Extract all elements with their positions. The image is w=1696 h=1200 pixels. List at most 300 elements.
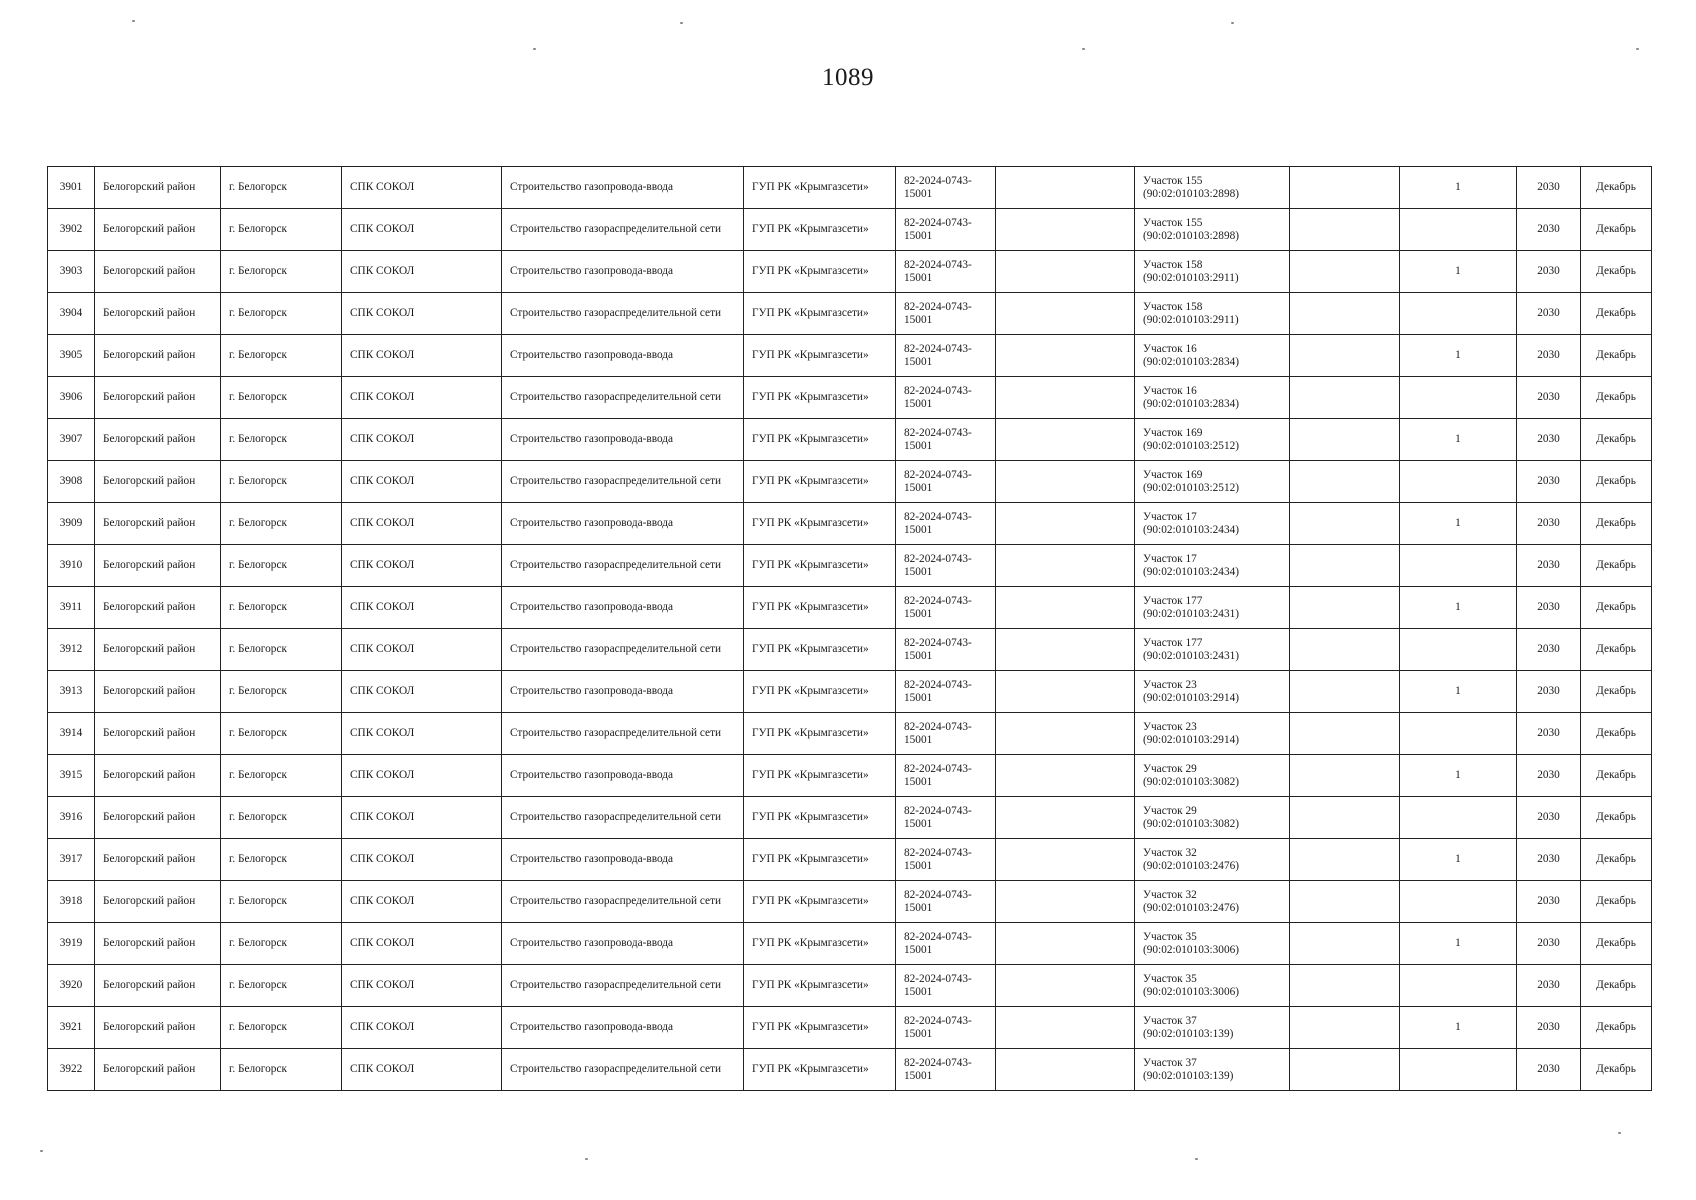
cadastral-number: (90:02:010103:2431) — [1143, 607, 1240, 620]
cell-district: Белогорский район — [95, 545, 221, 587]
cell-district: Белогорский район — [95, 671, 221, 713]
cell-city: г. Белогорск — [221, 755, 342, 797]
table-row — [48, 629, 1652, 671]
plot-label: Участок 17 — [1143, 552, 1197, 565]
cell-row-number: 3915 — [48, 755, 95, 797]
cell-empty — [1290, 965, 1400, 1007]
cadastral-number: (90:02:010103:2914) — [1143, 733, 1240, 746]
cell-empty — [1290, 167, 1400, 209]
cell-program-code: 82-2024-0743-15001 — [896, 713, 996, 755]
cell-work-type: Строительство газораспределительной сети — [502, 293, 744, 335]
cell-city: г. Белогорск — [221, 251, 342, 293]
cell-district: Белогорский район — [95, 881, 221, 923]
cell-organization: СПК СОКОЛ — [342, 839, 502, 881]
cell-work-type: Строительство газораспределительной сети — [502, 545, 744, 587]
cell-executor: ГУП РК «Крымгазсети» — [744, 503, 896, 545]
cell-district: Белогорский район — [95, 1007, 221, 1049]
cell-work-type: Строительство газопровода-ввода — [502, 503, 744, 545]
table-row — [48, 965, 1652, 1007]
cell-district: Белогорский район — [95, 755, 221, 797]
cell-city: г. Белогорск — [221, 377, 342, 419]
cell-year: 2030 — [1517, 335, 1581, 377]
cadastral-number: (90:02:010103:2898) — [1143, 187, 1240, 200]
cell-organization: СПК СОКОЛ — [342, 1049, 502, 1091]
table-row — [48, 839, 1652, 881]
cell-program-code: 82-2024-0743-15001 — [896, 335, 996, 377]
cell-district: Белогорский район — [95, 713, 221, 755]
cell-organization: СПК СОКОЛ — [342, 503, 502, 545]
cell-quantity — [1400, 881, 1517, 923]
table-row — [48, 923, 1652, 965]
cell-organization: СПК СОКОЛ — [342, 755, 502, 797]
cadastral-number: (90:02:010103:139) — [1143, 1027, 1234, 1040]
cell-work-type: Строительство газопровода-ввода — [502, 671, 744, 713]
cell-empty — [996, 1049, 1135, 1091]
cell-empty — [996, 377, 1135, 419]
cell-work-type: Строительство газопровода-ввода — [502, 167, 744, 209]
cell-empty — [1290, 839, 1400, 881]
cell-year: 2030 — [1517, 251, 1581, 293]
cell-plot — [1135, 503, 1290, 545]
scan-speck — [585, 1158, 588, 1160]
scan-speck — [1618, 1132, 1621, 1134]
cell-month: Декабрь — [1581, 713, 1652, 755]
cell-plot — [1135, 1007, 1290, 1049]
cell-empty — [996, 251, 1135, 293]
cell-plot — [1135, 1049, 1290, 1091]
cadastral-number: (90:02:010103:2476) — [1143, 901, 1240, 914]
cell-month: Декабрь — [1581, 461, 1652, 503]
cell-city: г. Белогорск — [221, 587, 342, 629]
plot-label: Участок 158 — [1143, 258, 1203, 271]
cadastral-number: (90:02:010103:2914) — [1143, 691, 1240, 704]
cell-plot — [1135, 293, 1290, 335]
cell-row-number: 3914 — [48, 713, 95, 755]
cell-empty — [996, 965, 1135, 1007]
cell-program-code: 82-2024-0743-15001 — [896, 671, 996, 713]
cell-plot — [1135, 797, 1290, 839]
cell-month: Декабрь — [1581, 839, 1652, 881]
cell-empty — [1290, 251, 1400, 293]
cell-plot — [1135, 419, 1290, 461]
cell-program-code: 82-2024-0743-15001 — [896, 923, 996, 965]
cell-empty — [1290, 587, 1400, 629]
cadastral-number: (90:02:010103:2434) — [1143, 523, 1240, 536]
cadastral-number: (90:02:010103:2512) — [1143, 481, 1240, 494]
cell-program-code: 82-2024-0743-15001 — [896, 755, 996, 797]
cell-plot — [1135, 629, 1290, 671]
cell-organization: СПК СОКОЛ — [342, 881, 502, 923]
cell-empty — [1290, 461, 1400, 503]
cell-year: 2030 — [1517, 629, 1581, 671]
cell-row-number: 3904 — [48, 293, 95, 335]
cell-city: г. Белогорск — [221, 545, 342, 587]
cell-organization: СПК СОКОЛ — [342, 545, 502, 587]
cell-city: г. Белогорск — [221, 461, 342, 503]
cell-executor: ГУП РК «Крымгазсети» — [744, 797, 896, 839]
cell-district: Белогорский район — [95, 167, 221, 209]
cell-district: Белогорский район — [95, 965, 221, 1007]
plot-label: Участок 177 — [1143, 636, 1203, 649]
cell-quantity: 1 — [1400, 839, 1517, 881]
plot-label: Участок 23 — [1143, 678, 1197, 691]
cell-empty — [1290, 797, 1400, 839]
table-row — [48, 293, 1652, 335]
cell-plot — [1135, 335, 1290, 377]
cell-year: 2030 — [1517, 839, 1581, 881]
cell-empty — [1290, 377, 1400, 419]
cell-quantity — [1400, 293, 1517, 335]
cell-plot — [1135, 251, 1290, 293]
plot-label: Участок 177 — [1143, 594, 1203, 607]
cell-organization: СПК СОКОЛ — [342, 713, 502, 755]
cell-empty — [996, 545, 1135, 587]
scan-speck — [1082, 48, 1085, 50]
cell-executor: ГУП РК «Крымгазсети» — [744, 629, 896, 671]
cell-empty — [1290, 629, 1400, 671]
cell-empty — [996, 923, 1135, 965]
cell-row-number: 3903 — [48, 251, 95, 293]
cell-empty — [1290, 671, 1400, 713]
plot-label: Участок 23 — [1143, 720, 1197, 733]
cell-row-number: 3905 — [48, 335, 95, 377]
cell-district: Белогорский район — [95, 1049, 221, 1091]
plot-label: Участок 35 — [1143, 972, 1197, 985]
table-row — [48, 545, 1652, 587]
plot-label: Участок 29 — [1143, 804, 1197, 817]
cell-quantity — [1400, 965, 1517, 1007]
cell-row-number: 3910 — [48, 545, 95, 587]
cell-district: Белогорский район — [95, 629, 221, 671]
plot-label: Участок 169 — [1143, 426, 1203, 439]
cell-row-number: 3918 — [48, 881, 95, 923]
cell-city: г. Белогорск — [221, 797, 342, 839]
plot-label: Участок 29 — [1143, 762, 1197, 775]
cell-executor: ГУП РК «Крымгазсети» — [744, 1007, 896, 1049]
cell-quantity — [1400, 377, 1517, 419]
cell-quantity: 1 — [1400, 1007, 1517, 1049]
plot-label: Участок 155 — [1143, 216, 1203, 229]
cell-work-type: Строительство газораспределительной сети — [502, 209, 744, 251]
cell-month: Декабрь — [1581, 965, 1652, 1007]
cell-quantity: 1 — [1400, 419, 1517, 461]
cell-month: Декабрь — [1581, 251, 1652, 293]
cell-city: г. Белогорск — [221, 503, 342, 545]
cell-year: 2030 — [1517, 209, 1581, 251]
cell-month: Декабрь — [1581, 1007, 1652, 1049]
cadastral-number: (90:02:010103:2834) — [1143, 355, 1240, 368]
cell-city: г. Белогорск — [221, 629, 342, 671]
cell-row-number: 3907 — [48, 419, 95, 461]
cell-organization: СПК СОКОЛ — [342, 461, 502, 503]
cell-city: г. Белогорск — [221, 923, 342, 965]
cell-empty — [1290, 713, 1400, 755]
table-row — [48, 167, 1652, 209]
cell-executor: ГУП РК «Крымгазсети» — [744, 839, 896, 881]
table-row — [48, 1049, 1652, 1091]
cell-executor: ГУП РК «Крымгазсети» — [744, 923, 896, 965]
cell-organization: СПК СОКОЛ — [342, 293, 502, 335]
cell-year: 2030 — [1517, 671, 1581, 713]
plot-label: Участок 37 — [1143, 1014, 1197, 1027]
cell-year: 2030 — [1517, 713, 1581, 755]
cell-quantity: 1 — [1400, 587, 1517, 629]
cell-year: 2030 — [1517, 167, 1581, 209]
cell-organization: СПК СОКОЛ — [342, 923, 502, 965]
cell-month: Декабрь — [1581, 545, 1652, 587]
cell-program-code: 82-2024-0743-15001 — [896, 503, 996, 545]
plot-label: Участок 35 — [1143, 930, 1197, 943]
cell-plot — [1135, 881, 1290, 923]
cell-work-type: Строительство газопровода-ввода — [502, 1007, 744, 1049]
cell-quantity: 1 — [1400, 503, 1517, 545]
scan-speck — [1231, 22, 1234, 24]
cell-year: 2030 — [1517, 377, 1581, 419]
plot-label: Участок 32 — [1143, 846, 1197, 859]
cell-year: 2030 — [1517, 923, 1581, 965]
cell-row-number: 3920 — [48, 965, 95, 1007]
cell-plot — [1135, 587, 1290, 629]
cell-work-type: Строительство газораспределительной сети — [502, 1049, 744, 1091]
cell-plot — [1135, 167, 1290, 209]
cell-program-code: 82-2024-0743-15001 — [896, 377, 996, 419]
cell-month: Декабрь — [1581, 923, 1652, 965]
cell-quantity — [1400, 545, 1517, 587]
cell-organization: СПК СОКОЛ — [342, 419, 502, 461]
cell-empty — [1290, 503, 1400, 545]
cell-year: 2030 — [1517, 965, 1581, 1007]
cell-row-number: 3911 — [48, 587, 95, 629]
cell-quantity — [1400, 461, 1517, 503]
plot-label: Участок 37 — [1143, 1056, 1197, 1069]
cell-row-number: 3921 — [48, 1007, 95, 1049]
cell-empty — [996, 419, 1135, 461]
cell-executor: ГУП РК «Крымгазсети» — [744, 293, 896, 335]
cell-organization: СПК СОКОЛ — [342, 629, 502, 671]
cell-quantity: 1 — [1400, 755, 1517, 797]
cell-row-number: 3916 — [48, 797, 95, 839]
cell-organization: СПК СОКОЛ — [342, 1007, 502, 1049]
scan-speck — [1636, 48, 1639, 50]
cell-month: Декабрь — [1581, 1049, 1652, 1091]
cell-organization: СПК СОКОЛ — [342, 377, 502, 419]
table-row — [48, 209, 1652, 251]
cell-row-number: 3909 — [48, 503, 95, 545]
cell-quantity: 1 — [1400, 167, 1517, 209]
cell-program-code: 82-2024-0743-15001 — [896, 167, 996, 209]
cell-city: г. Белогорск — [221, 1007, 342, 1049]
cell-quantity: 1 — [1400, 251, 1517, 293]
cadastral-number: (90:02:010103:2834) — [1143, 397, 1240, 410]
cell-empty — [1290, 419, 1400, 461]
plot-label: Участок 16 — [1143, 342, 1197, 355]
cell-empty — [1290, 209, 1400, 251]
cell-plot — [1135, 839, 1290, 881]
cell-empty — [996, 587, 1135, 629]
cell-work-type: Строительство газораспределительной сети — [502, 629, 744, 671]
cell-year: 2030 — [1517, 293, 1581, 335]
cell-district: Белогорский район — [95, 419, 221, 461]
cell-row-number: 3912 — [48, 629, 95, 671]
cadastral-number: (90:02:010103:2512) — [1143, 439, 1240, 452]
table-row — [48, 755, 1652, 797]
cell-city: г. Белогорск — [221, 1049, 342, 1091]
cell-program-code: 82-2024-0743-15001 — [896, 461, 996, 503]
cell-work-type: Строительство газопровода-ввода — [502, 419, 744, 461]
cell-empty — [996, 881, 1135, 923]
scan-speck — [533, 48, 536, 50]
table-row — [48, 377, 1652, 419]
table-row — [48, 503, 1652, 545]
plot-label: Участок 169 — [1143, 468, 1203, 481]
cell-city: г. Белогорск — [221, 671, 342, 713]
table-row — [48, 251, 1652, 293]
cell-month: Декабрь — [1581, 167, 1652, 209]
cell-year: 2030 — [1517, 1007, 1581, 1049]
cell-quantity — [1400, 797, 1517, 839]
cell-plot — [1135, 545, 1290, 587]
cell-row-number: 3901 — [48, 167, 95, 209]
cadastral-number: (90:02:010103:3006) — [1143, 985, 1240, 998]
cell-district: Белогорский район — [95, 503, 221, 545]
cell-district: Белогорский район — [95, 587, 221, 629]
cell-row-number: 3919 — [48, 923, 95, 965]
cell-plot — [1135, 461, 1290, 503]
cell-executor: ГУП РК «Крымгазсети» — [744, 419, 896, 461]
cell-program-code: 82-2024-0743-15001 — [896, 881, 996, 923]
table-row — [48, 713, 1652, 755]
table-row — [48, 419, 1652, 461]
cell-work-type: Строительство газораспределительной сети — [502, 377, 744, 419]
cell-empty — [1290, 335, 1400, 377]
cadastral-number: (90:02:010103:2476) — [1143, 859, 1240, 872]
table-row — [48, 671, 1652, 713]
cell-program-code: 82-2024-0743-15001 — [896, 839, 996, 881]
cell-work-type: Строительство газораспределительной сети — [502, 881, 744, 923]
cell-empty — [996, 671, 1135, 713]
cell-year: 2030 — [1517, 755, 1581, 797]
cell-city: г. Белогорск — [221, 965, 342, 1007]
cell-row-number: 3922 — [48, 1049, 95, 1091]
cell-work-type: Строительство газопровода-ввода — [502, 251, 744, 293]
plot-label: Участок 158 — [1143, 300, 1203, 313]
cell-city: г. Белогорск — [221, 713, 342, 755]
cadastral-number: (90:02:010103:2431) — [1143, 649, 1240, 662]
scan-speck — [132, 20, 135, 22]
cell-month: Декабрь — [1581, 881, 1652, 923]
cell-work-type: Строительство газораспределительной сети — [502, 461, 744, 503]
cell-empty — [1290, 881, 1400, 923]
plot-label: Участок 16 — [1143, 384, 1197, 397]
cadastral-number: (90:02:010103:3082) — [1143, 817, 1240, 830]
cell-month: Декабрь — [1581, 293, 1652, 335]
page-number: 1089 — [822, 64, 874, 91]
cell-empty — [1290, 293, 1400, 335]
cell-row-number: 3906 — [48, 377, 95, 419]
table-row — [48, 1007, 1652, 1049]
cell-program-code: 82-2024-0743-15001 — [896, 209, 996, 251]
table-row — [48, 587, 1652, 629]
cell-executor: ГУП РК «Крымгазсети» — [744, 377, 896, 419]
cell-quantity: 1 — [1400, 923, 1517, 965]
cell-month: Декабрь — [1581, 377, 1652, 419]
cell-executor: ГУП РК «Крымгазсети» — [744, 545, 896, 587]
cell-empty — [996, 461, 1135, 503]
cell-year: 2030 — [1517, 587, 1581, 629]
cell-month: Декабрь — [1581, 419, 1652, 461]
cell-district: Белогорский район — [95, 839, 221, 881]
cell-plot — [1135, 377, 1290, 419]
cell-program-code: 82-2024-0743-15001 — [896, 1049, 996, 1091]
cell-city: г. Белогорск — [221, 881, 342, 923]
table-row — [48, 881, 1652, 923]
cell-quantity — [1400, 209, 1517, 251]
cell-quantity — [1400, 713, 1517, 755]
cell-work-type: Строительство газораспределительной сети — [502, 713, 744, 755]
cell-program-code: 82-2024-0743-15001 — [896, 629, 996, 671]
cell-program-code: 82-2024-0743-15001 — [896, 251, 996, 293]
cell-empty — [996, 629, 1135, 671]
cell-city: г. Белогорск — [221, 209, 342, 251]
cell-executor: ГУП РК «Крымгазсети» — [744, 671, 896, 713]
cell-plot — [1135, 755, 1290, 797]
cell-city: г. Белогорск — [221, 167, 342, 209]
cell-executor: ГУП РК «Крымгазсети» — [744, 881, 896, 923]
cell-executor: ГУП РК «Крымгазсети» — [744, 251, 896, 293]
cell-district: Белогорский район — [95, 923, 221, 965]
cell-executor: ГУП РК «Крымгазсети» — [744, 1049, 896, 1091]
cadastral-number: (90:02:010103:2911) — [1143, 313, 1239, 326]
cell-district: Белогорский район — [95, 251, 221, 293]
cell-plot — [1135, 713, 1290, 755]
cell-district: Белогорский район — [95, 377, 221, 419]
cell-executor: ГУП РК «Крымгазсети» — [744, 755, 896, 797]
cell-empty — [996, 503, 1135, 545]
cell-plot — [1135, 965, 1290, 1007]
cell-program-code: 82-2024-0743-15001 — [896, 545, 996, 587]
cell-executor: ГУП РК «Крымгазсети» — [744, 167, 896, 209]
cell-empty — [1290, 545, 1400, 587]
cell-organization: СПК СОКОЛ — [342, 797, 502, 839]
cell-month: Декабрь — [1581, 503, 1652, 545]
cell-month: Декабрь — [1581, 797, 1652, 839]
cell-city: г. Белогорск — [221, 419, 342, 461]
cell-empty — [1290, 755, 1400, 797]
cell-empty — [1290, 1007, 1400, 1049]
cell-work-type: Строительство газопровода-ввода — [502, 923, 744, 965]
cell-empty — [996, 209, 1135, 251]
cell-organization: СПК СОКОЛ — [342, 167, 502, 209]
cadastral-number: (90:02:010103:2434) — [1143, 565, 1240, 578]
cell-organization: СПК СОКОЛ — [342, 587, 502, 629]
cell-district: Белогорский район — [95, 797, 221, 839]
scan-speck — [40, 1150, 43, 1152]
cell-plot — [1135, 671, 1290, 713]
scan-speck — [680, 22, 683, 24]
cell-organization: СПК СОКОЛ — [342, 335, 502, 377]
cell-city: г. Белогорск — [221, 839, 342, 881]
cadastral-number: (90:02:010103:3082) — [1143, 775, 1240, 788]
cell-program-code: 82-2024-0743-15001 — [896, 419, 996, 461]
cell-month: Декабрь — [1581, 629, 1652, 671]
cell-plot — [1135, 923, 1290, 965]
cell-month: Декабрь — [1581, 209, 1652, 251]
cell-quantity — [1400, 1049, 1517, 1091]
cadastral-number: (90:02:010103:2898) — [1143, 229, 1240, 242]
cell-executor: ГУП РК «Крымгазсети» — [744, 965, 896, 1007]
cadastral-number: (90:02:010103:2911) — [1143, 271, 1239, 284]
cell-program-code: 82-2024-0743-15001 — [896, 797, 996, 839]
